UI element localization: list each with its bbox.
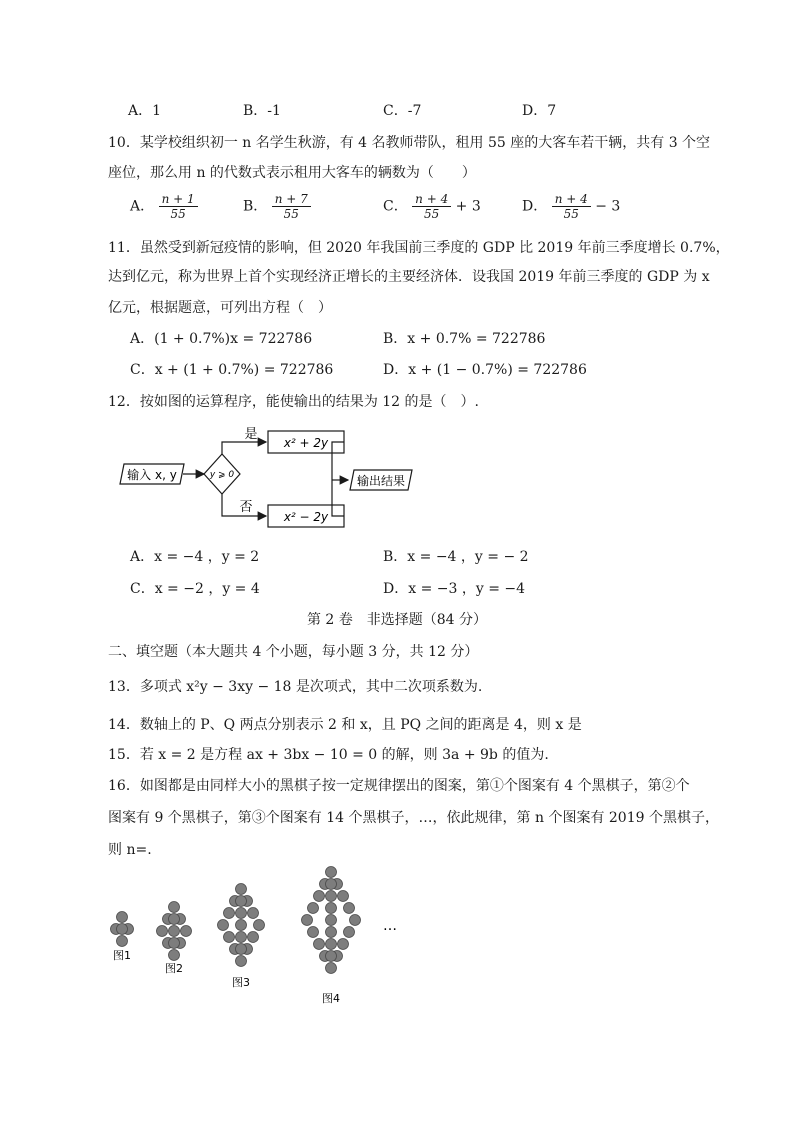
flow-yes-expr: x² + 2y bbox=[283, 436, 329, 450]
figures-ellipsis: … bbox=[383, 918, 397, 934]
fig2-stone bbox=[169, 902, 180, 913]
q10-option-a-fraction: $\frac{n + 1}{55}$ bbox=[159, 192, 198, 221]
fig3-stone bbox=[224, 908, 235, 919]
fig1-stone bbox=[117, 912, 128, 923]
q16-pattern-figures bbox=[100, 860, 420, 1010]
fig4-stone bbox=[326, 951, 337, 962]
fig3-stone bbox=[236, 920, 247, 931]
q10-option-d-fraction: $\frac{n + 4}{55}$ bbox=[552, 192, 591, 221]
fig2-stone bbox=[169, 938, 180, 949]
q10-option-d-label: D． bbox=[522, 198, 548, 215]
fig3-stone bbox=[218, 920, 229, 931]
flow-input-label: 输入 x, y bbox=[127, 468, 177, 482]
q16-stem-line1: 16．如图都是由同样大小的黑棋子按一定规律摆出的图案，第①个图案有 4 个黑棋子，第②个 bbox=[108, 778, 690, 794]
fig4-stone bbox=[326, 939, 337, 950]
fig3-stone bbox=[236, 944, 247, 955]
q12-option-c: C．x = −2 ，y = 4 bbox=[130, 581, 260, 597]
q16-stem-line3: 则 n=. bbox=[108, 842, 152, 858]
q10-option-b bbox=[243, 192, 311, 221]
q10-stem-line1: 10．某学校组织初一 n 名学生秋游，有 4 名教师带队，租用 55 座的大客车若干辆，共有 3 个空 bbox=[108, 135, 711, 151]
section-2-title: 第 2 卷 非选择题（84 分） bbox=[306, 612, 488, 628]
q12-option-d: D．x = −3 ，y = −4 bbox=[383, 581, 526, 597]
q10-option-a-label: A． bbox=[130, 198, 155, 215]
fig4-stone bbox=[326, 903, 337, 914]
fig3-stone bbox=[236, 932, 247, 943]
fig4-stone bbox=[302, 915, 313, 926]
q11-option-c: C．x + (1 + 0.7%) = 722786 bbox=[130, 362, 334, 378]
fig4-stone bbox=[338, 891, 349, 902]
q10-option-c-label: C． bbox=[383, 198, 408, 215]
q10-option-a bbox=[130, 192, 198, 221]
fig4-label: 图4 bbox=[322, 992, 340, 1005]
fig3-stone bbox=[254, 920, 265, 931]
fig2-stone bbox=[157, 926, 168, 937]
fig2-stone bbox=[169, 926, 180, 937]
fig3-stone bbox=[224, 932, 235, 943]
fig2-stone bbox=[169, 950, 180, 961]
q12-stem: 12．按如图的运算程序，能使输出的结果为 12 的是（ ）. bbox=[108, 394, 479, 410]
fig1-stone bbox=[117, 936, 128, 947]
q10-option-b-fraction: $\frac{n + 7}{55}$ bbox=[272, 192, 311, 221]
q11-option-d: D．x + (1 − 0.7%) = 722786 bbox=[383, 362, 587, 378]
fig2-stone bbox=[169, 914, 180, 925]
fig1-stone bbox=[117, 924, 128, 935]
q10-option-c-fraction: $\frac{n + 4}{55}$ bbox=[412, 192, 451, 221]
fig4-stone bbox=[326, 879, 337, 890]
fig4-stone bbox=[308, 927, 319, 938]
fig4-stone bbox=[308, 903, 319, 914]
q15-text: 15．若 x = 2 是方程 ax + 3bx − 10 = 0 的解，则 3a + 9b 的值为. bbox=[108, 747, 549, 763]
q11-stem-line3: 亿元，根据题意，可列出方程（ ） bbox=[108, 300, 332, 316]
q9-option-a: A．1 bbox=[128, 103, 162, 119]
part-2-heading: 二、填空题（本大题共 4 个小题，每小题 3 分，共 12 分） bbox=[108, 644, 479, 660]
q10-option-d-tail: − 3 bbox=[595, 198, 621, 215]
q12-flowchart bbox=[118, 422, 418, 532]
q9-option-d: D．7 bbox=[522, 103, 557, 119]
q10-option-b-label: B． bbox=[243, 198, 268, 215]
fig1-label: 图1 bbox=[113, 949, 131, 962]
q10-option-d bbox=[522, 192, 620, 221]
flow-yes-label: 是 bbox=[244, 427, 258, 442]
fig4-stone bbox=[344, 903, 355, 914]
fig4-stone bbox=[338, 939, 349, 950]
fig4-stone bbox=[314, 891, 325, 902]
q11-option-b: B．x + 0.7% = 722786 bbox=[383, 331, 546, 347]
q10-stem-line2: 座位，那么用 n 的代数式表示租用大客车的辆数为（ ） bbox=[108, 165, 476, 181]
fig4-stone bbox=[350, 915, 361, 926]
fig4-stone bbox=[344, 927, 355, 938]
fig4-stone bbox=[326, 927, 337, 938]
flow-no-label: 否 bbox=[239, 500, 253, 515]
fig3-stone bbox=[248, 908, 259, 919]
fig3-label: 图3 bbox=[232, 976, 250, 989]
fig4-stone bbox=[326, 915, 337, 926]
fig4-stone bbox=[326, 867, 337, 878]
fig2-label: 图2 bbox=[165, 962, 183, 975]
fig2-stone bbox=[181, 926, 192, 937]
fig3-stone bbox=[236, 884, 247, 895]
q10-option-c bbox=[383, 192, 481, 221]
fig3-stone bbox=[248, 932, 259, 943]
q16-stem-line2: 图案有 9 个黑棋子，第③个图案有 14 个黑棋子，…，依此规律，第 n 个图案有 2019 个黑棋子， bbox=[108, 810, 719, 826]
q11-option-a: A．(1 + 0.7%)x = 722786 bbox=[130, 331, 313, 347]
fig3-stone bbox=[236, 908, 247, 919]
fig4-stone bbox=[326, 963, 337, 974]
q11-stem-line1: 11．虽然受到新冠疫情的影响，但 2020 年我国前三季度的 GDP 比 2019 年前三季度增长 0.7%， bbox=[108, 240, 730, 256]
fig4-stone bbox=[326, 891, 337, 902]
fig3-stone bbox=[236, 896, 247, 907]
q10-option-c-tail: + 3 bbox=[455, 198, 481, 215]
flow-no-expr: x² − 2y bbox=[283, 510, 329, 524]
flow-condition-label: y ⩾ 0 bbox=[209, 470, 235, 480]
q12-option-b: B．x = −4 ，y = − 2 bbox=[383, 549, 529, 565]
q14-text: 14．数轴上的 P、Q 两点分别表示 2 和 x，且 PQ 之间的距离是 4，则 x 是 bbox=[108, 717, 582, 733]
q13-text: 13．多项式 x²y − 3xy − 18 是次项式，其中二次项系数为. bbox=[108, 679, 483, 695]
q12-option-a: A．x = −4 ，y = 2 bbox=[130, 549, 260, 565]
fig4-stone bbox=[314, 939, 325, 950]
fig3-stone bbox=[236, 956, 247, 967]
q11-stem-line2: 达到亿元，称为世界上首个实现经济正增长的主要经济体．设我国 2019 年前三季度的 GDP 为 x bbox=[108, 269, 710, 285]
flow-output-label: 输出结果 bbox=[356, 474, 406, 488]
q9-option-b: B．-1 bbox=[243, 103, 281, 119]
q9-option-c: C．-7 bbox=[383, 103, 422, 119]
